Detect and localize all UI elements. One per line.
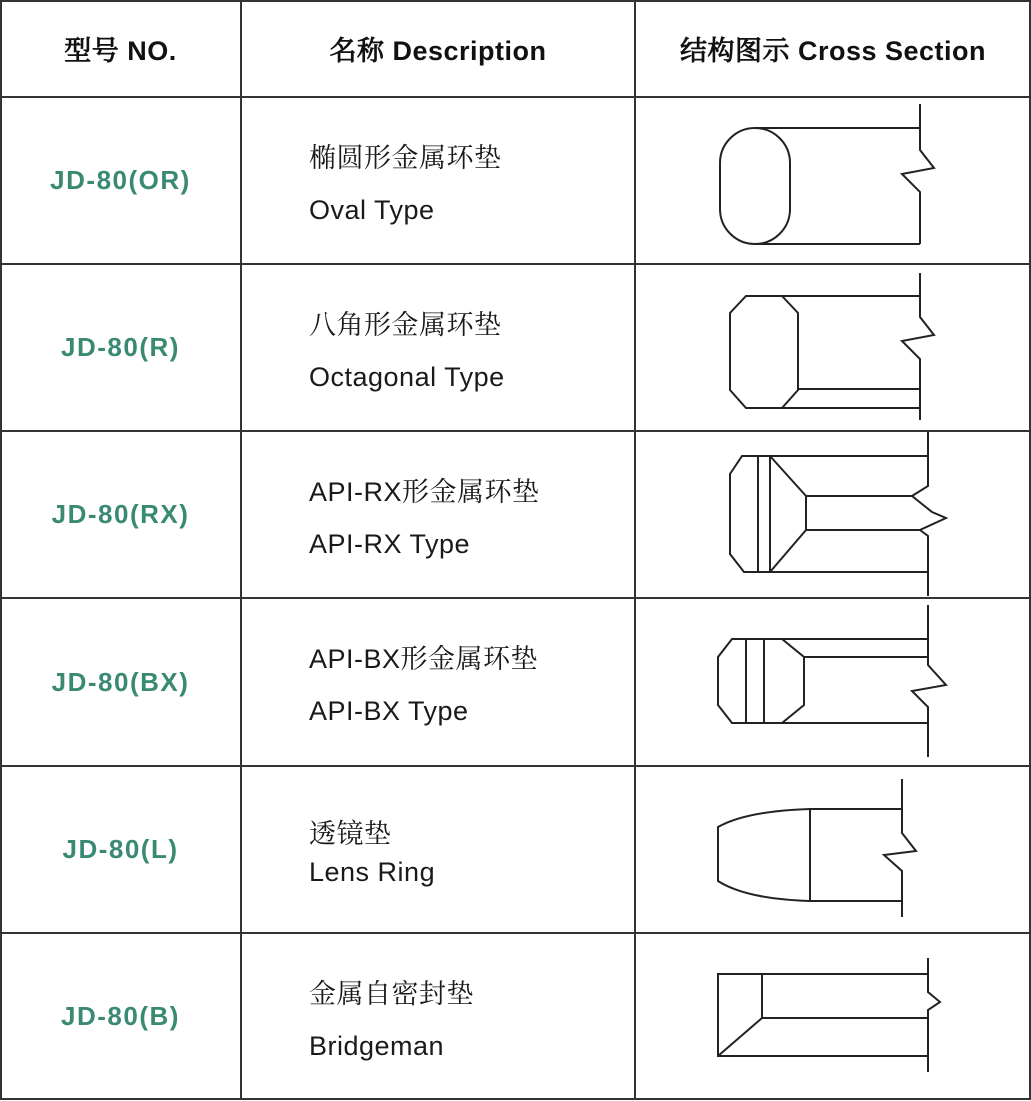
table-row-description (309, 933, 635, 1100)
table-row-model: JD-80(BX) (51, 666, 190, 697)
bridgeman-seal-cross-section-icon (636, 934, 1030, 1099)
api-rx-ring-cross-section-icon (636, 432, 1030, 597)
header-cross-section: 结构图示 Cross Section (679, 36, 987, 66)
description-cn: API-RX形金属环垫 (309, 476, 540, 507)
header-model: 型号 NO. (64, 36, 177, 66)
description-cn: 椭圆形金属环垫 (309, 142, 502, 173)
api-bx-ring-cross-section-icon (636, 599, 1030, 766)
lens-ring-cross-section-icon (636, 767, 1030, 932)
description-en: API-BX Type (309, 696, 469, 726)
table-row-model: JD-80(B) (61, 1001, 180, 1031)
table-row-model: JD-80(OR) (50, 165, 191, 195)
table-row-description (309, 598, 635, 766)
description-cn: 金属自密封垫 (309, 978, 474, 1009)
table-row-description (309, 431, 635, 598)
table-row-description (309, 766, 635, 933)
table-row-model: JD-80(R) (61, 332, 180, 362)
table-row-model: JD-80(RX) (51, 499, 190, 529)
description-en: Oval Type (309, 194, 435, 225)
oval-ring-cross-section-icon (636, 98, 1030, 263)
header-description: 名称 Description (329, 36, 547, 66)
description-en: Bridgeman (309, 1030, 445, 1061)
table-row-model: JD-80(L) (62, 834, 179, 864)
octagonal-ring-cross-section-icon (636, 265, 1030, 430)
description-cn: API-BX形金属环垫 (309, 644, 539, 674)
description-en: API-RX Type (309, 528, 471, 559)
table-row-description (309, 97, 635, 264)
description-en: Lens Ring (309, 856, 436, 887)
description-cn: 透镜垫 (309, 818, 392, 849)
description-en: Octagonal Type (309, 361, 505, 392)
table-row-description (309, 264, 635, 431)
description-cn: 八角形金属环垫 (309, 309, 502, 340)
